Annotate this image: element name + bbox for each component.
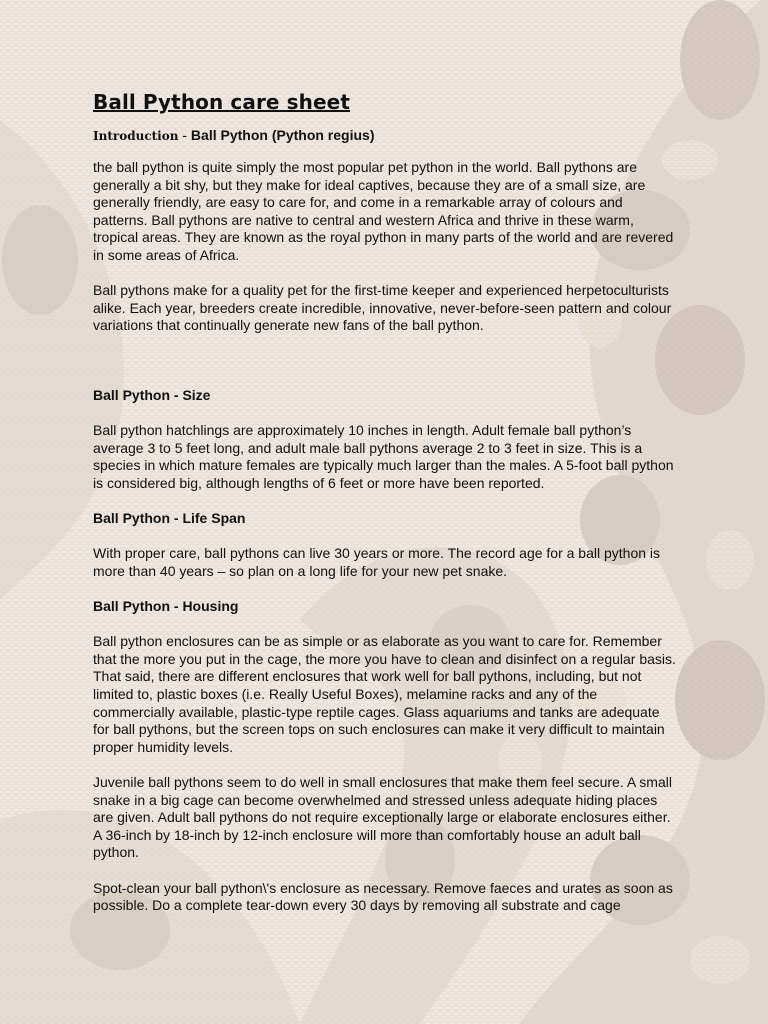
section-heading-housing: Ball Python - Housing — [93, 598, 239, 615]
intro-line — [93, 126, 678, 145]
housing-paragraph: Ball python enclosures can be as simple or as elaborate as you want to care for. Remember that the more you put in the cage, the more you have to clean and disinfect on a regular basis. That said, there are different enclosures that work well for ball pythons, including, but not limited to, plastic boxes (i.e. Really Useful Boxes), melamine racks and any of the commercially available, plastic-type reptile cages. Glass aquariums and tanks are adequate for ball pythons, but the screen tops on such enclosures can make it very difficult to maintain proper humidity levels. — [93, 633, 676, 755]
housing-paragraph: Spot-clean your ball python\'s enclosure as necessary. Remove faeces and urates as soon as possible. Do a complete tear-down every 30 days by removing all substrate and cage — [93, 879, 673, 914]
section-heading-size: Ball Python - Size — [93, 386, 211, 403]
life-span-paragraph: With proper care, ball pythons can live 30 years or more. The record age for a ball python is more than 40 years – so plan on a long life for your new pet snake. — [93, 545, 661, 579]
size-paragraph: Ball python hatchlings are approximately 10 inches in length. Adult female ball python’s average 3 to 5 feet long, and adult male ball pythons average 2 to 3 feet in size. This is a species in which mature females are typically much larger than the males. A 5-foot ball python is considered big, although lengths of 6 feet or more have been reported. — [93, 422, 674, 491]
document-title: Ball Python care sheet — [93, 90, 350, 114]
intro-paragraph: Ball pythons make for a quality pet for the first-time keeper and experienced herpetoculturists alike. Each year, breeders create incredible, innovative, never-before-seen pattern and colour variations that continually generate new fans of the ball python. — [93, 282, 672, 334]
section-heading-life-span: Ball Python - Life Span — [93, 510, 246, 527]
intro-paragraph: the ball python is quite simply the most popular pet python in the world. Ball pythons are generally a bit shy, but they make for ideal captives, because they are of a small size, are generally friendly, are easy to care for, and come in a remarkable array of colours and patterns. Ball pythons are native to central and western Africa and thrive in these warm, tropical areas. They are known as the royal python in many parts of the world and are revered in some areas of Africa. — [93, 159, 674, 263]
intro-separator: - — [178, 127, 191, 143]
intro-subtitle: Ball Python (Python regius) — [190, 127, 375, 143]
housing-paragraph: Juvenile ball pythons seem to do well in small enclosures that make them feel secure. A small snake in a big cage can become overwhelmed and stressed unless adequate hiding places are given. Adult ball pythons do not require exceptionally large or elaborate enclosures either. A 36-inch by 18-inch by 12-inch enclosure will more than comfortably house an adult ball python. — [93, 774, 672, 861]
document-page — [93, 88, 678, 915]
intro-lead: Introduction — [93, 129, 179, 143]
